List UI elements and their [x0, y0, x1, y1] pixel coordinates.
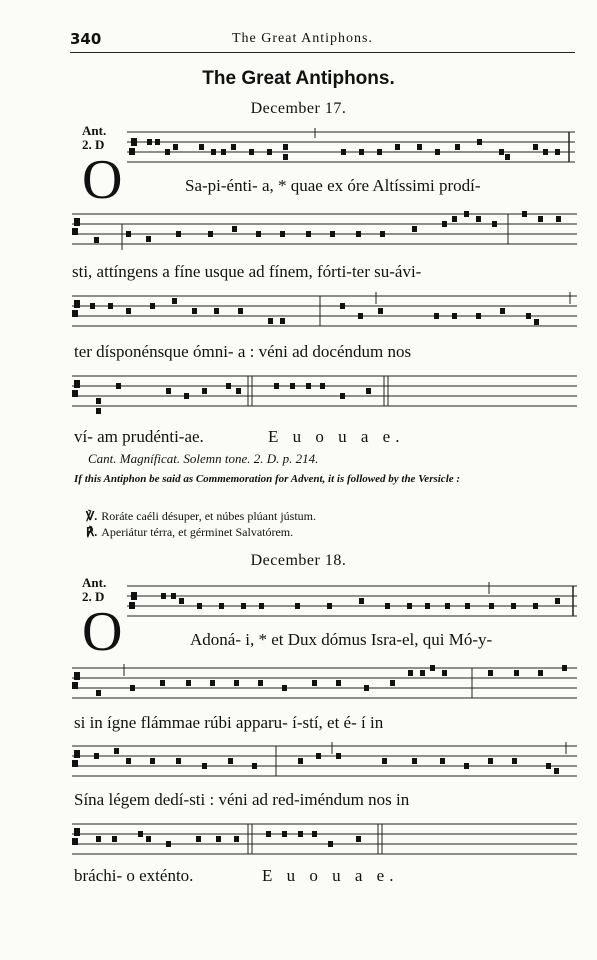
antiphon-label [82, 576, 106, 604]
lyric-line: ví- am prudénti-ae. [74, 427, 204, 446]
lyric-line: Sína légem dedí-sti : véni ad red-iméndum nos in [74, 790, 410, 809]
ant-label-text: Ant. [82, 575, 107, 590]
antiphon-label [82, 124, 106, 152]
canticle-reference: Cant. Magníficat. Solemn tone. 2. D. p. 214. [88, 451, 319, 466]
response-line [86, 525, 293, 540]
music-staff [72, 210, 577, 250]
versicle-symbol: ℣. [86, 509, 98, 523]
music-staff [127, 582, 577, 622]
euouae-text: E u o u a e. [268, 427, 405, 446]
euouae-text: E u o u a e. [262, 866, 399, 885]
date-heading: December 18. [250, 552, 347, 569]
ant-label-text: Ant. [82, 123, 107, 138]
lyric-line: Adoná- i, * et Dux dómus Isra-el, qui Mó-y- [190, 630, 493, 649]
lyric-line: si in ígne flámmae rúbi apparu- í-stí, et é- í in [74, 713, 384, 732]
versicle-line [86, 509, 316, 524]
music-staff [72, 664, 577, 704]
music-staff [72, 292, 577, 334]
initial-letter: O [82, 149, 123, 211]
rubric-note: If this Antiphon be said as Commemoration for Advent, it is followed by the Versicle : [74, 473, 461, 485]
mode-label: 2. D [82, 137, 105, 152]
music-staff [72, 742, 577, 782]
mode-label: 2. D [82, 589, 105, 604]
lyric-line: bráchi- o exténto. [74, 866, 194, 885]
page-number: 340 [70, 30, 102, 48]
versicle-text: Roráte caéli désuper, et núbes plúant jústum. [101, 509, 317, 523]
running-head [70, 30, 575, 53]
music-staff [72, 372, 577, 418]
lyric-line: Sa-pi-énti- a, * quae ex óre Altíssimi prodí- [185, 176, 481, 195]
page-title: The Great Antiphons. [202, 68, 395, 89]
response-symbol: ℟. [86, 525, 98, 539]
lyric-line: sti, attíngens a fíne usque ad fínem, fórti-ter su-ávi- [72, 262, 422, 281]
response-text: Aperiátur térra, et gérminet Salvatórem. [101, 525, 294, 539]
date-heading: December 17. [250, 100, 347, 117]
lyric-line: ter dísponénsque ómni- a : véni ad docéndum nos [74, 342, 412, 361]
music-staff [72, 820, 577, 866]
music-staff [127, 128, 577, 168]
initial-letter: O [82, 601, 123, 663]
running-title: The Great Antiphons. [232, 31, 373, 46]
